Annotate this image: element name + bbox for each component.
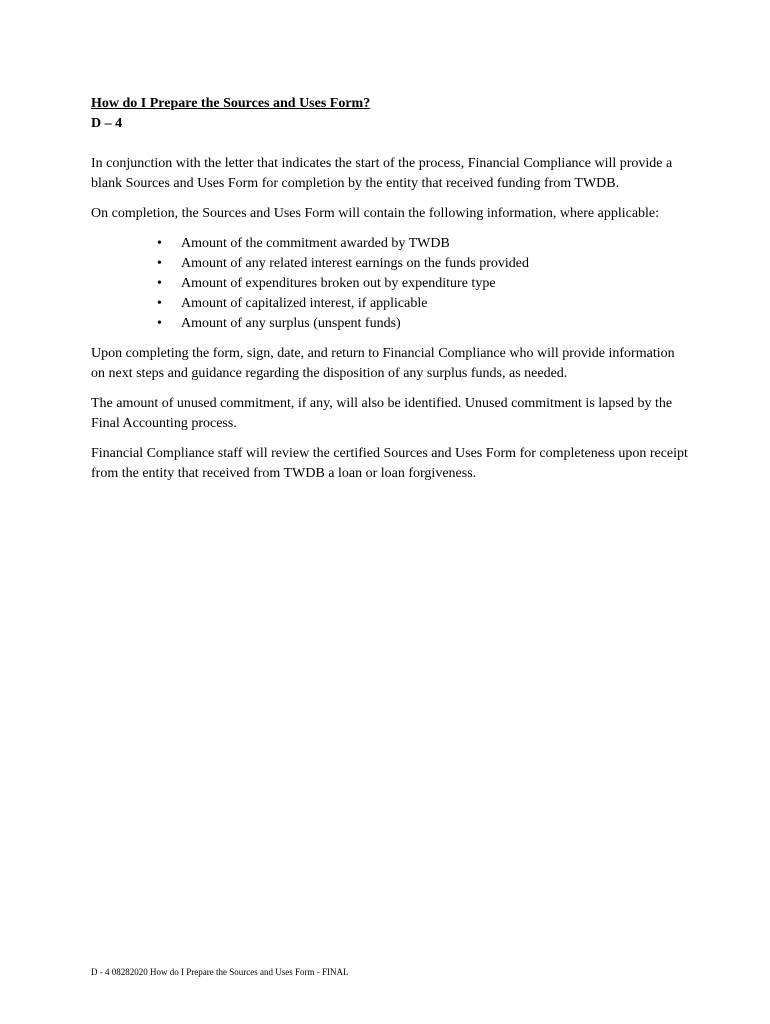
paragraph-review: Financial Compliance staff will review the certified Sources and Uses Form for completeness upon receipt from the entity that received from TWDB a loan or loan forgiveness. [91,446,688,481]
list-item [157,234,691,254]
paragraph-completion: On completion, the Sources and Uses Form will contain the following information, where applicable: [91,206,660,221]
document-title: How do I Prepare the Sources and Uses Form? [91,96,371,111]
list-item-text: Amount of expenditures broken out by expenditure type [181,276,496,291]
document-body [91,94,691,494]
list-item-text: Amount of the commitment awarded by TWDB [181,236,450,251]
list-item [157,294,691,314]
bullet-icon: • [157,276,162,291]
list-item [157,254,691,274]
document-subtitle: D – 4 [91,116,123,131]
page-footer: D - 4 08282020 How do I Prepare the Sources and Uses Form - FINAL [91,967,349,977]
paragraph-unused-commitment: The amount of unused commitment, if any, will also be identified. Unused commitment is lapsed by the Final Accounting process. [91,396,673,431]
bullet-icon: • [157,236,162,251]
paragraph-return-form: Upon completing the form, sign, date, and return to Financial Compliance who will provide information on next steps and guidance regarding the disposition of any surplus funds, as needed. [91,346,675,381]
list-item-text: Amount of capitalized interest, if applicable [181,296,428,311]
list-item [157,274,691,294]
list-item [157,314,691,334]
bullet-icon: • [157,316,162,331]
information-list [91,234,691,334]
bullet-icon: • [157,296,162,311]
bullet-icon: • [157,256,162,271]
paragraph-intro: In conjunction with the letter that indicates the start of the process, Financial Compliance will provide a blank Sources and Uses Form for completion by the entity that received funding from TWDB. [91,156,673,191]
list-item-text: Amount of any related interest earnings on the funds provided [181,256,529,271]
list-item-text: Amount of any surplus (unspent funds) [181,316,401,331]
